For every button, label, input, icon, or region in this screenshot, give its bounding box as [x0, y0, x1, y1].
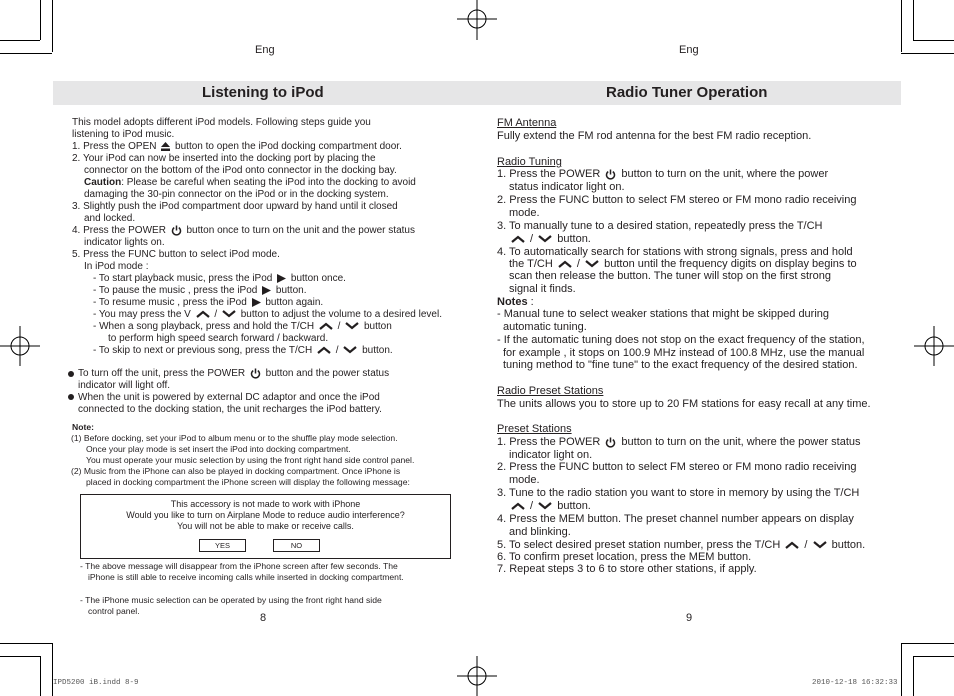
crop-mark: [0, 53, 52, 54]
down-arrow-icon: [538, 235, 552, 243]
down-arrow-icon: [538, 502, 552, 510]
crop-mark: [0, 643, 52, 644]
text-line: 5. To select desired preset station number, press the T/CH / button.: [497, 539, 866, 551]
text-line: signal it finds.: [509, 283, 576, 295]
play-icon: [262, 286, 271, 295]
page-number-right: 9: [686, 612, 693, 624]
date-slug: 2010-12-18 16:32:33: [812, 679, 898, 687]
note-line: (2) Music from the iPhone can also be played in docking compartment. Once iPhone is: [71, 466, 401, 476]
text-line: 3. Slightly push the iPod compartment door upward by hand until it closed: [72, 201, 398, 212]
crop-mark: [40, 0, 41, 40]
text-line: - If the automatic tuning does not stop on the exact frequency of the station,: [497, 334, 865, 346]
text-line: This model adopts different iPod models. Following steps guide you: [72, 117, 371, 128]
power-icon: [605, 437, 616, 448]
text-line: 1. Press the OPEN button to open the iPod docking compartment door.: [72, 141, 402, 152]
note-title: Note:: [72, 422, 94, 432]
text-line: scan then release the button. The tuner will stop on the first strong: [509, 270, 832, 282]
no-button: NO: [273, 539, 320, 552]
text-line: automatic tuning.: [503, 321, 587, 333]
page-number-left: 8: [260, 612, 267, 624]
bullet-item: When the unit is powered by external DC adaptor and once the iPod: [68, 392, 380, 404]
bullet-item: To turn off the unit, press the POWER button and the power status: [68, 368, 389, 380]
text-line: / button.: [509, 233, 591, 246]
crop-mark: [901, 643, 902, 696]
up-arrow-icon: [511, 502, 525, 510]
text-line: - When a song playback, press and hold the T/CH / button: [93, 321, 392, 332]
text-line: for example , it stops on 100.9 MHz instead of 100.8 MHz, use the manual: [503, 347, 865, 359]
crop-mark: [0, 40, 40, 41]
text-line: listening to iPod music.: [72, 129, 175, 140]
crop-mark: [0, 656, 40, 657]
up-arrow-icon: [785, 541, 799, 549]
text-line: 2. Your iPod can now be inserted into the docking port by placing the: [72, 153, 376, 164]
registration-mark-top: [457, 0, 497, 40]
up-arrow-icon: [319, 322, 333, 330]
bullet-icon: [68, 371, 74, 377]
down-arrow-icon: [343, 346, 357, 354]
registration-mark-left: [0, 326, 40, 366]
yes-button: YES: [199, 539, 246, 552]
text-line: to perform high speed search forward / backward.: [108, 333, 329, 344]
message-line: You will not be able to make or receive calls.: [177, 521, 354, 531]
text-line: Fully extend the FM rod antenna for the best FM radio reception.: [497, 130, 812, 142]
crop-mark: [913, 40, 954, 41]
text-line: 2. Press the FUNC button to select FM stereo or FM mono radio receiving: [497, 194, 857, 206]
text-line: and locked.: [84, 213, 136, 224]
down-arrow-icon: [585, 260, 599, 268]
crop-mark: [913, 656, 954, 657]
page-title-right: Radio Tuner Operation: [606, 84, 768, 101]
text-line: 4. Press the MEM button. The preset channel number appears on display: [497, 513, 854, 525]
registration-mark-right: [914, 326, 954, 366]
text-line: mode.: [509, 207, 540, 219]
message-line: Would you like to turn on Airplane Mode to reduce audio interference?: [126, 510, 405, 520]
down-arrow-icon: [222, 310, 236, 318]
iphone-message-box: [80, 494, 451, 559]
language-label-left: Eng: [255, 44, 275, 56]
text-line: and blinking.: [509, 526, 571, 538]
text-line: connector on the bottom of the iPod onto connector in the docking bay.: [84, 165, 397, 176]
text-line: Caution: Please be careful when seating the iPod into the docking to avoid: [84, 177, 416, 188]
note-line: You must operate your music selection by using the front right hand side control panel.: [86, 455, 415, 465]
text-line: - To resume music , press the iPod button again.: [93, 297, 324, 308]
note-line: (1) Before docking, set your iPod to album menu or to the shuffle play mode selection.: [71, 433, 398, 443]
down-arrow-icon: [345, 322, 359, 330]
registration-mark-bottom: [457, 656, 497, 696]
section-heading: FM Antenna: [497, 117, 557, 129]
crop-mark: [913, 656, 914, 696]
text-line: damaging the 30-pin connector on the iPod or in the docking system.: [84, 189, 389, 200]
crop-mark: [901, 53, 954, 54]
text-line: 1. Press the POWER button to turn on the unit, where the power: [497, 168, 829, 180]
note-line: Once your play mode is set insert the iPod into docking compartment.: [86, 444, 351, 454]
crop-mark: [913, 0, 914, 40]
text-line: 3. Tune to the radio station you want to store in memory by using the T/CH: [497, 487, 860, 499]
file-slug: IPD5200 iB.indd 8-9: [53, 679, 139, 687]
text-line: status indicator light on.: [509, 181, 625, 193]
play-icon: [277, 274, 286, 283]
text-line: connected to the docking station, the unit recharges the iPod battery.: [78, 404, 382, 415]
play-icon: [252, 298, 261, 307]
message-line: This accessory is not made to work with iPhone: [170, 499, 361, 509]
crop-mark: [40, 656, 41, 696]
text-line: 4. To automatically search for stations with strong signals, press and hold: [497, 246, 853, 258]
text-line: tuning method to "fine tune" to the exact frequency of the desired station.: [503, 359, 858, 371]
power-icon: [171, 225, 182, 236]
section-heading: Preset Stations: [497, 423, 572, 435]
text-line: 6. To confirm preset location, press the MEM button.: [497, 551, 752, 563]
text-line: In iPod mode :: [84, 261, 149, 272]
crop-mark: [901, 643, 954, 644]
text-line: the T/CH / button until the frequency digits on display begins to: [509, 258, 857, 270]
text-line: - To start playback music, press the iPod button once.: [93, 273, 346, 284]
up-arrow-icon: [196, 310, 210, 318]
text-line: indicator will light off.: [78, 380, 171, 391]
language-label-right: Eng: [679, 44, 699, 56]
text-line: The units allows you to store up to 20 FM stations for easy recall at any time.: [497, 398, 871, 410]
text-line: - The above message will disappear from the iPhone screen after few seconds. The: [80, 561, 398, 571]
text-line: 4. Press the POWER button once to turn on the unit and the power status: [72, 225, 415, 237]
note-line: placed in docking compartment the iPhone screen will display the following message:: [86, 477, 410, 487]
bullet-icon: [68, 394, 74, 400]
up-arrow-icon: [558, 260, 572, 268]
page-title-left: Listening to iPod: [202, 84, 324, 101]
section-heading: Radio Preset Stations: [497, 385, 604, 397]
text-line: - To skip to next or previous song, press the T/CH / button.: [93, 345, 393, 356]
text-line: indicator light on.: [509, 449, 593, 461]
section-heading: Radio Tuning: [497, 156, 562, 168]
text-line: - The iPhone music selection can be operated by using the front right hand side: [80, 595, 382, 605]
up-arrow-icon: [317, 346, 331, 354]
text-line: 3. To manually tune to a desired station, repeatedly press the T/CH: [497, 220, 823, 232]
crop-mark: [52, 0, 53, 52]
text-line: / button.: [509, 500, 591, 513]
crop-mark: [901, 0, 902, 52]
power-icon: [605, 169, 616, 180]
text-line: mode.: [509, 474, 540, 486]
text-line: control panel.: [88, 606, 140, 616]
crop-mark: [52, 643, 53, 696]
notes-heading: Notes :: [497, 296, 534, 308]
text-line: 1. Press the POWER button to turn on the unit, where the power status: [497, 436, 861, 448]
text-line: iPhone is still able to receive incoming calls while inserted in docking compartment.: [88, 572, 404, 582]
text-line: 2. Press the FUNC button to select FM stereo or FM mono radio receiving: [497, 461, 857, 473]
text-line: - To pause the music , press the iPod button.: [93, 285, 307, 296]
text-line: 7. Repeat steps 3 to 6 to store other stations, if apply.: [497, 563, 757, 575]
text-line: indicator lights on.: [84, 237, 165, 248]
up-arrow-icon: [511, 235, 525, 243]
eject-icon: [161, 142, 170, 151]
down-arrow-icon: [813, 541, 827, 549]
text-line: - You may press the V / button to adjust the volume to a desired level.: [93, 309, 442, 320]
text-line: 5. Press the FUNC button to select iPod mode.: [72, 249, 280, 260]
power-icon: [250, 368, 261, 379]
text-line: - Manual tune to select weaker stations that might be skipped during: [497, 308, 830, 320]
